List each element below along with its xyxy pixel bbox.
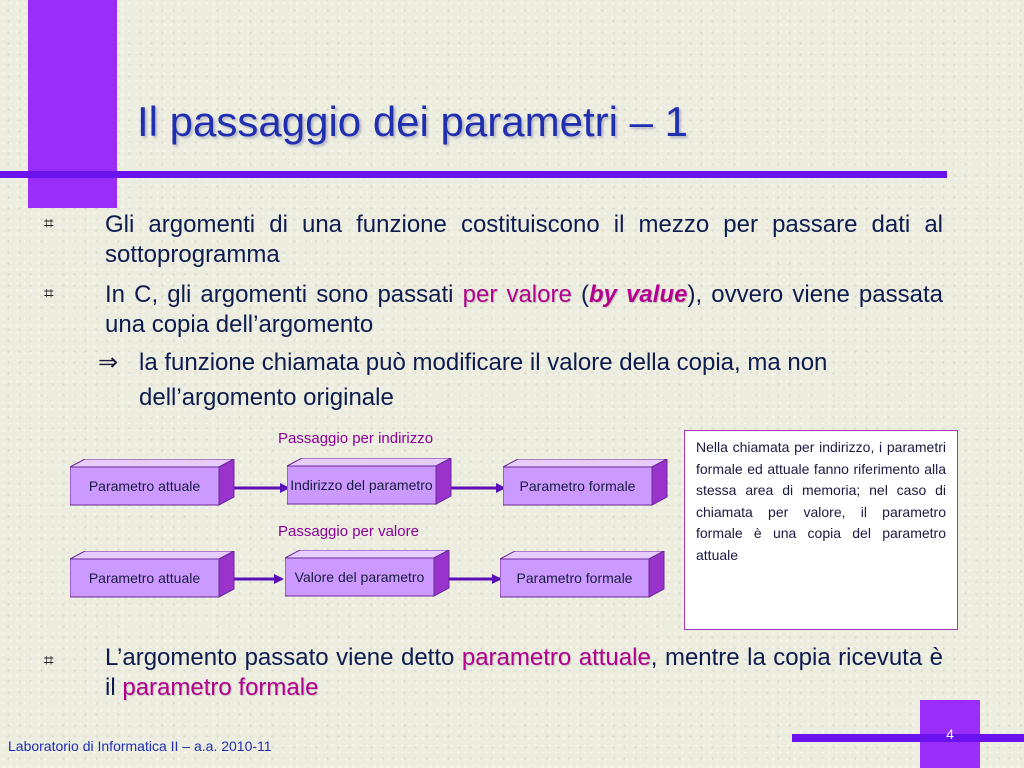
box-label: Indirizzo del parametro — [290, 476, 433, 493]
implication-arrow-icon: ⇒ — [98, 349, 119, 376]
page-number: 4 — [946, 726, 954, 742]
bullet-icon: ⌗ — [44, 214, 54, 233]
box-indirizzo-del-parametro — [287, 458, 453, 510]
bullet-3-part-1: L’argomento passato viene detto — [105, 644, 462, 671]
footer-text: Laboratorio di Informatica II – a.a. 2010-11 — [8, 738, 272, 754]
bullet-text-3 — [105, 643, 943, 703]
slide-title: Il passaggio dei parametri – 1 — [137, 98, 688, 145]
highlight-per-valore: per valore — [462, 281, 572, 308]
bullet-icon: ⌗ — [44, 284, 54, 303]
bullet-3-part-2: , mentre la copia ricevuta è il — [105, 644, 944, 701]
box-parametro-formale-valore — [500, 551, 666, 603]
bullet-icon: ⌗ — [44, 651, 54, 670]
box-label: Valore del parametro — [294, 568, 425, 585]
label-passaggio-indirizzo: Passaggio per indirizzo — [278, 430, 434, 447]
box-parametro-attuale-indirizzo — [70, 459, 236, 511]
highlight-parametro-formale: parametro formale — [122, 674, 319, 701]
box-parametro-formale-indirizzo — [503, 459, 669, 511]
box-label: Parametro formale — [519, 477, 636, 494]
note-box: Nella chiamata per indirizzo, i parametri formale ed attuale fanno riferimento alla stessa area di memoria; nel caso di chiamata per valore, il parametro formale è una copia del parametro attuale — [684, 430, 958, 630]
bullet-text-1: Gli argomenti di una funzione costituiscono il mezzo per passare dati al sottoprogramma — [105, 211, 943, 268]
box-label: Parametro formale — [516, 569, 633, 586]
highlight-by-value: by value — [588, 281, 688, 308]
label-passaggio-valore: Passaggio per valore — [278, 523, 419, 540]
box-parametro-attuale-valore — [70, 551, 236, 603]
bullet-2-part-3: ), ovvero viene passata una copia dell’argomento — [105, 281, 943, 338]
bullet-2-part-2: ( — [571, 281, 589, 308]
box-label: Parametro attuale — [88, 569, 201, 586]
box-valore-del-parametro — [285, 550, 451, 602]
implication-text: la funzione chiamata può modificare il valore della copia, ma non dell’argomento originale — [139, 349, 828, 411]
highlight-parametro-attuale: parametro attuale — [461, 644, 651, 671]
bullet-2-part-1: In C, gli argomenti sono passati — [105, 281, 463, 308]
box-label: Parametro attuale — [88, 477, 201, 494]
